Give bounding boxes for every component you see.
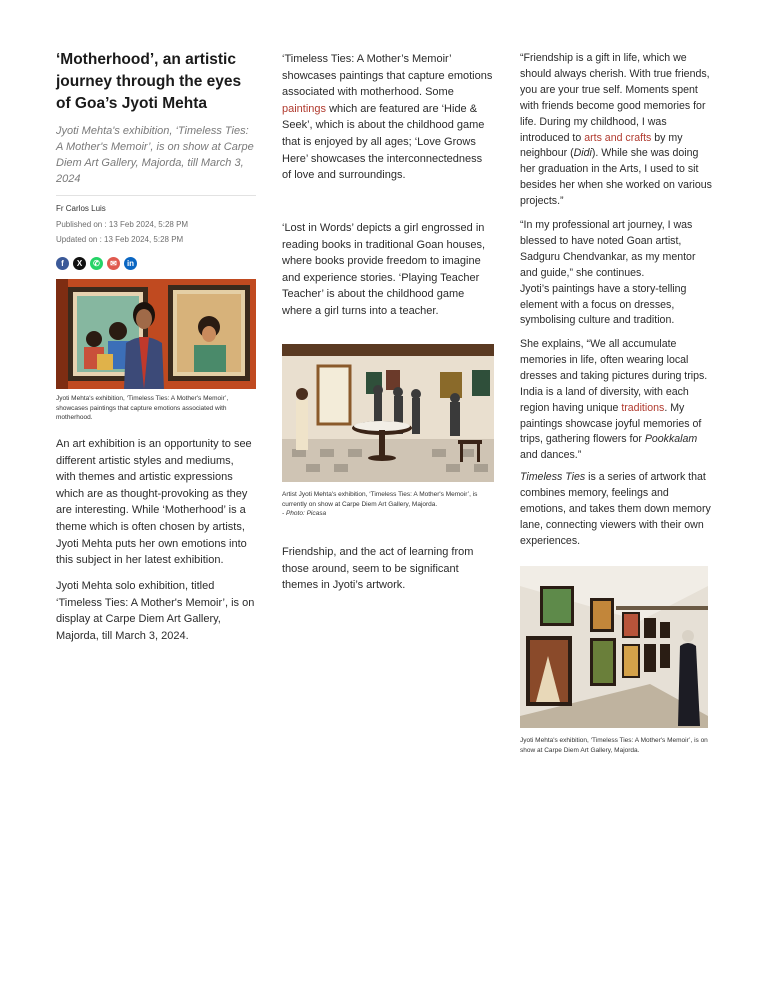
gallery-photo-graphic: [282, 344, 494, 482]
text-segment: “Friendship is a gift in life, which we should always cherish. With true friends, you are your true self. Moments spent with friends become good memories for life. During my childhood, I was introduced to: [520, 52, 710, 144]
updated-date: Updated on : 13 Feb 2024, 5:28 PM: [56, 235, 184, 244]
text-segment: which are featured are ‘Hide & Seek’, which is about the childhood game that is enjoyed by all ages; ‘Love Grows Here’ showcases the interconnectedness of love and surroundings.: [282, 102, 485, 182]
paragraph-showcase: [282, 51, 494, 184]
text-emphasis: Pookkalam: [644, 433, 698, 446]
paragraph-series: [520, 470, 712, 550]
paragraph-mentor: [520, 218, 712, 329]
link-paintings[interactable]: paintings: [282, 102, 327, 115]
linkedin-icon[interactable]: in: [124, 257, 137, 270]
article-title: ‘Motherhood’, an artistic journey through the eyes of Goa’s Jyoti Mehta: [56, 51, 242, 112]
photo-credit: - Photo: Picasa: [282, 510, 327, 517]
artist-photo-graphic: [56, 279, 256, 389]
link-traditions[interactable]: traditions: [621, 401, 665, 414]
gallery-photo: [282, 344, 494, 482]
link-arts-and-crafts[interactable]: arts and crafts: [584, 131, 652, 144]
text-emphasis: Timeless Ties: [520, 471, 586, 483]
text-segment: by my neighbour (: [520, 131, 683, 160]
text-segment: “In my professional art journey, I was blessed to have noted Goan artist, Sadguru Chendvankar, as my mentor and guide,” she continues.: [520, 219, 696, 279]
text-segment: is a series of artwork that combines memory, feelings and emotions, and takes them down memory lane, connecting viewers with their own experiences.: [520, 471, 711, 547]
text-segment: ). While she was doing her graduation in the Arts, I used to sit besides her when she worked on various projects.”: [520, 147, 712, 208]
paragraph-friendship: Friendship, and the act of learning from those around, seem to be significant themes in Jyoti’s artwork.: [282, 546, 474, 592]
artist-photo: [56, 279, 256, 389]
paragraph-quote-friendship: [520, 51, 712, 210]
photo-caption-2: [282, 490, 494, 519]
email-icon[interactable]: ✉: [107, 257, 120, 270]
caption-text: Artist Jyoti Mehta's exhibition, ‘Timeless Ties: A Mother's Memoir’, is currently on show at Carpe Diem Art Gallery, Majorda.: [282, 491, 478, 508]
share-bar: [56, 257, 137, 270]
photo-caption-3: Jyoti Mehta's exhibition, ‘Timeless Ties: A Mother's Memoir’, is on show at Carpe Diem Art Gallery, Majorda.: [520, 737, 708, 754]
text-segment: . My paintings showcase joyful memories of trips, gathering flowers for: [520, 401, 702, 446]
paragraph-lost-in-words: ‘Lost in Words’ depicts a girl engrossed in reading books in traditional Goan houses, where books provide freedom to imagine and experience stories. ‘Playing Teacher Teacher’ is about the childhood game where a girl turns into a teacher.: [282, 222, 486, 317]
text-emphasis: Didi: [573, 147, 592, 160]
published-date: Published on : 13 Feb 2024, 5:28 PM: [56, 220, 189, 229]
corridor-photo: [520, 566, 708, 728]
paragraph-exhibition: Jyoti Mehta solo exhibition, titled ‘Timeless Ties: A Mother's Memoir’, is on display at Carpe Diem Art Gallery, Majorda, till March 3, 2024.: [56, 580, 255, 642]
text-segment: She explains, “We all accumulate memories in life, often wearing local dresses and taking pictures during trips. India is a land of diversity, with each region having unique: [520, 338, 708, 414]
text-segment: ‘Timeless Ties: A Mother’s Memoir’ showcases paintings that capture emotions associated with motherhood. Some: [282, 53, 493, 99]
whatsapp-icon[interactable]: ✆: [90, 257, 103, 270]
x-icon[interactable]: X: [73, 257, 86, 270]
text-segment: and dances.”: [520, 449, 582, 462]
facebook-icon[interactable]: f: [56, 257, 69, 270]
article-subtitle: Jyoti Mehta's exhibition, ‘Timeless Ties: A Mother's Memoir’, is on show at Carpe Diem Art Gallery, Majorda, till March 3, 2024: [56, 125, 254, 185]
paragraph-intro: An art exhibition is an opportunity to see different artistic styles and mediums, with themes and artistic expressions which are as thought-provoking as they are interesting. While ‘Motherhood’ is a theme which is often chosen by artists, Jyoti Mehta puts her own emotions into this subject in her latest exhibition.: [56, 438, 252, 567]
corridor-photo-graphic: [520, 566, 708, 728]
text-segment: Jyoti’s paintings have a story-telling element with a focus on dresses, symbolising culture and tradition.: [520, 282, 687, 327]
photo-caption-1: Jyoti Mehta's exhibition, ‘Timeless Ties: A Mother's Memoir’, showcases paintings that capture emotions associated with motherhood.: [56, 395, 229, 421]
paragraph-memories: [520, 337, 712, 464]
divider: [56, 195, 256, 196]
author-name[interactable]: Fr Carlos Luis: [56, 204, 106, 213]
